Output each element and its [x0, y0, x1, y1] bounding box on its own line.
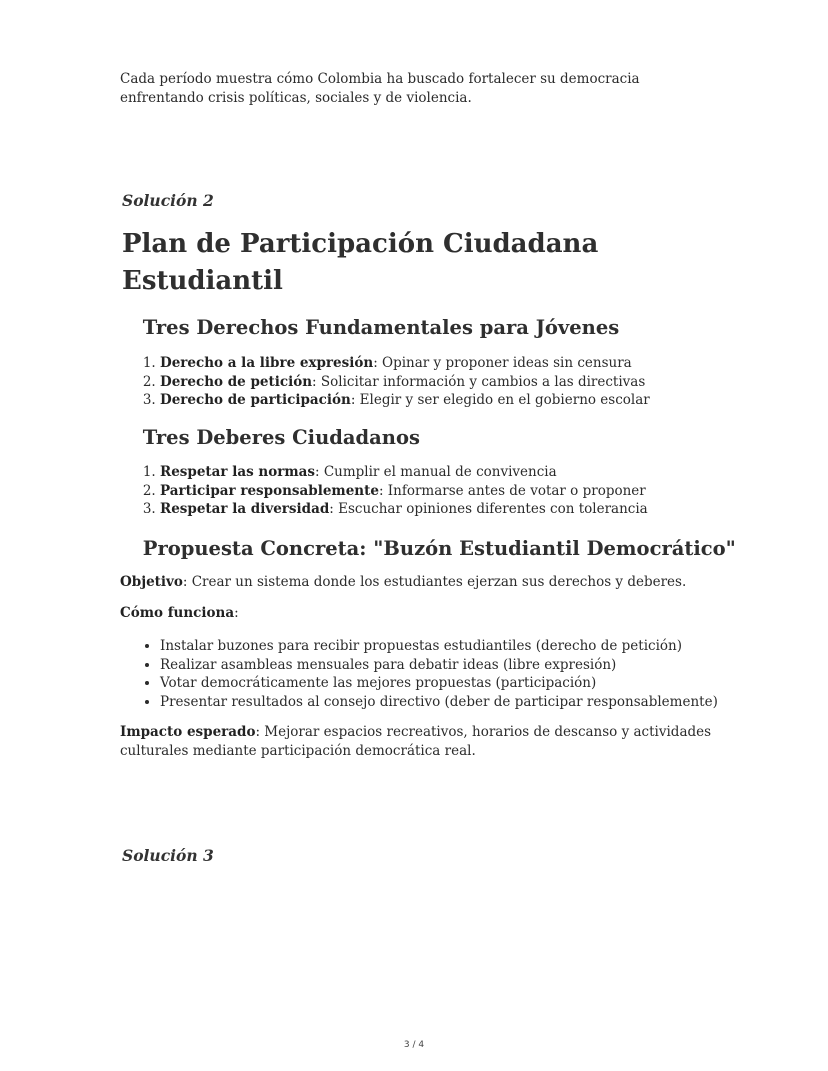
how-it-works-paragraph [120, 604, 720, 623]
list-item [160, 463, 648, 482]
list-item: • Instalar buzones para recibir propuestas estudiantiles (derecho de petición) [160, 637, 718, 656]
list-item [160, 482, 648, 501]
solution-2-label: Solución 2 [122, 191, 214, 210]
list-item: • Presentar resultados al consejo directivo (deber de participar responsablemente) [160, 693, 718, 712]
section-rights-heading [120, 316, 619, 340]
section-duties-heading-text: Tres Deberes Ciudadanos [142, 426, 420, 449]
list-item [160, 500, 648, 519]
list-item-term: Respetar la diversidad [160, 501, 330, 517]
objective-text: : Crear un sistema donde los estudiantes ejerzan sus derechos y deberes. [182, 574, 687, 590]
impact-text: : Mejorar espacios recreativos, horarios de descanso y actividades culturales mediante participación democrática real. [120, 724, 712, 759]
page-number: 3 / 4 [403, 1040, 425, 1050]
list-item-desc: : Informarse antes de votar o proponer [378, 482, 646, 499]
solution-3-label: Solución 3 [122, 846, 214, 865]
section-proposal-heading-text: Propuesta Concreta: "Buzón Estudiantil Democrático" [142, 537, 736, 560]
how-it-works-list [140, 637, 718, 711]
objective-paragraph [120, 573, 720, 592]
intro-paragraph: Cada período muestra cómo Colombia ha buscado fortalecer su democracia enfrentando crisis políticas, sociales y de violencia. [120, 71, 640, 106]
list-item [160, 373, 650, 392]
list-item-term: Participar responsablemente [160, 482, 379, 499]
rights-list [140, 354, 650, 410]
list-item-term: Derecho de petición [160, 373, 313, 390]
section-rights-heading-text: Tres Derechos Fundamentales para Jóvenes [142, 316, 620, 339]
objective-label: Objetivo [120, 574, 183, 590]
list-item-desc: : Escuchar opiniones diferentes con tolerancia [329, 501, 648, 517]
list-item-term: Respetar las normas [160, 464, 315, 480]
page-title: Plan de Participación Ciudadana Estudiantil [122, 229, 599, 296]
list-item-desc: : Opinar y proponer ideas sin censura [373, 355, 632, 371]
impact-label: Impacto esperado [120, 724, 256, 740]
list-item: • Votar democráticamente las mejores propuestas (participación) [160, 674, 718, 693]
list-item-desc: : Solicitar información y cambios a las directivas [312, 373, 646, 390]
list-item [160, 391, 650, 410]
how-it-works-suffix: : [234, 605, 239, 621]
list-item-term: Derecho de participación [160, 392, 351, 408]
impact-paragraph [120, 723, 720, 761]
section-proposal-heading [120, 537, 736, 561]
list-item-term: Derecho a la libre expresión [160, 355, 374, 371]
list-item-desc: : Elegir y ser elegido en el gobierno escolar [350, 392, 650, 408]
list-item: • Realizar asambleas mensuales para debatir ideas (libre expresión) [160, 656, 718, 675]
list-item-desc: : Cumplir el manual de convivencia [314, 464, 557, 480]
list-item [160, 354, 650, 373]
duties-list [140, 463, 648, 519]
section-duties-heading [120, 426, 420, 450]
how-it-works-label: Cómo funciona [120, 605, 235, 621]
